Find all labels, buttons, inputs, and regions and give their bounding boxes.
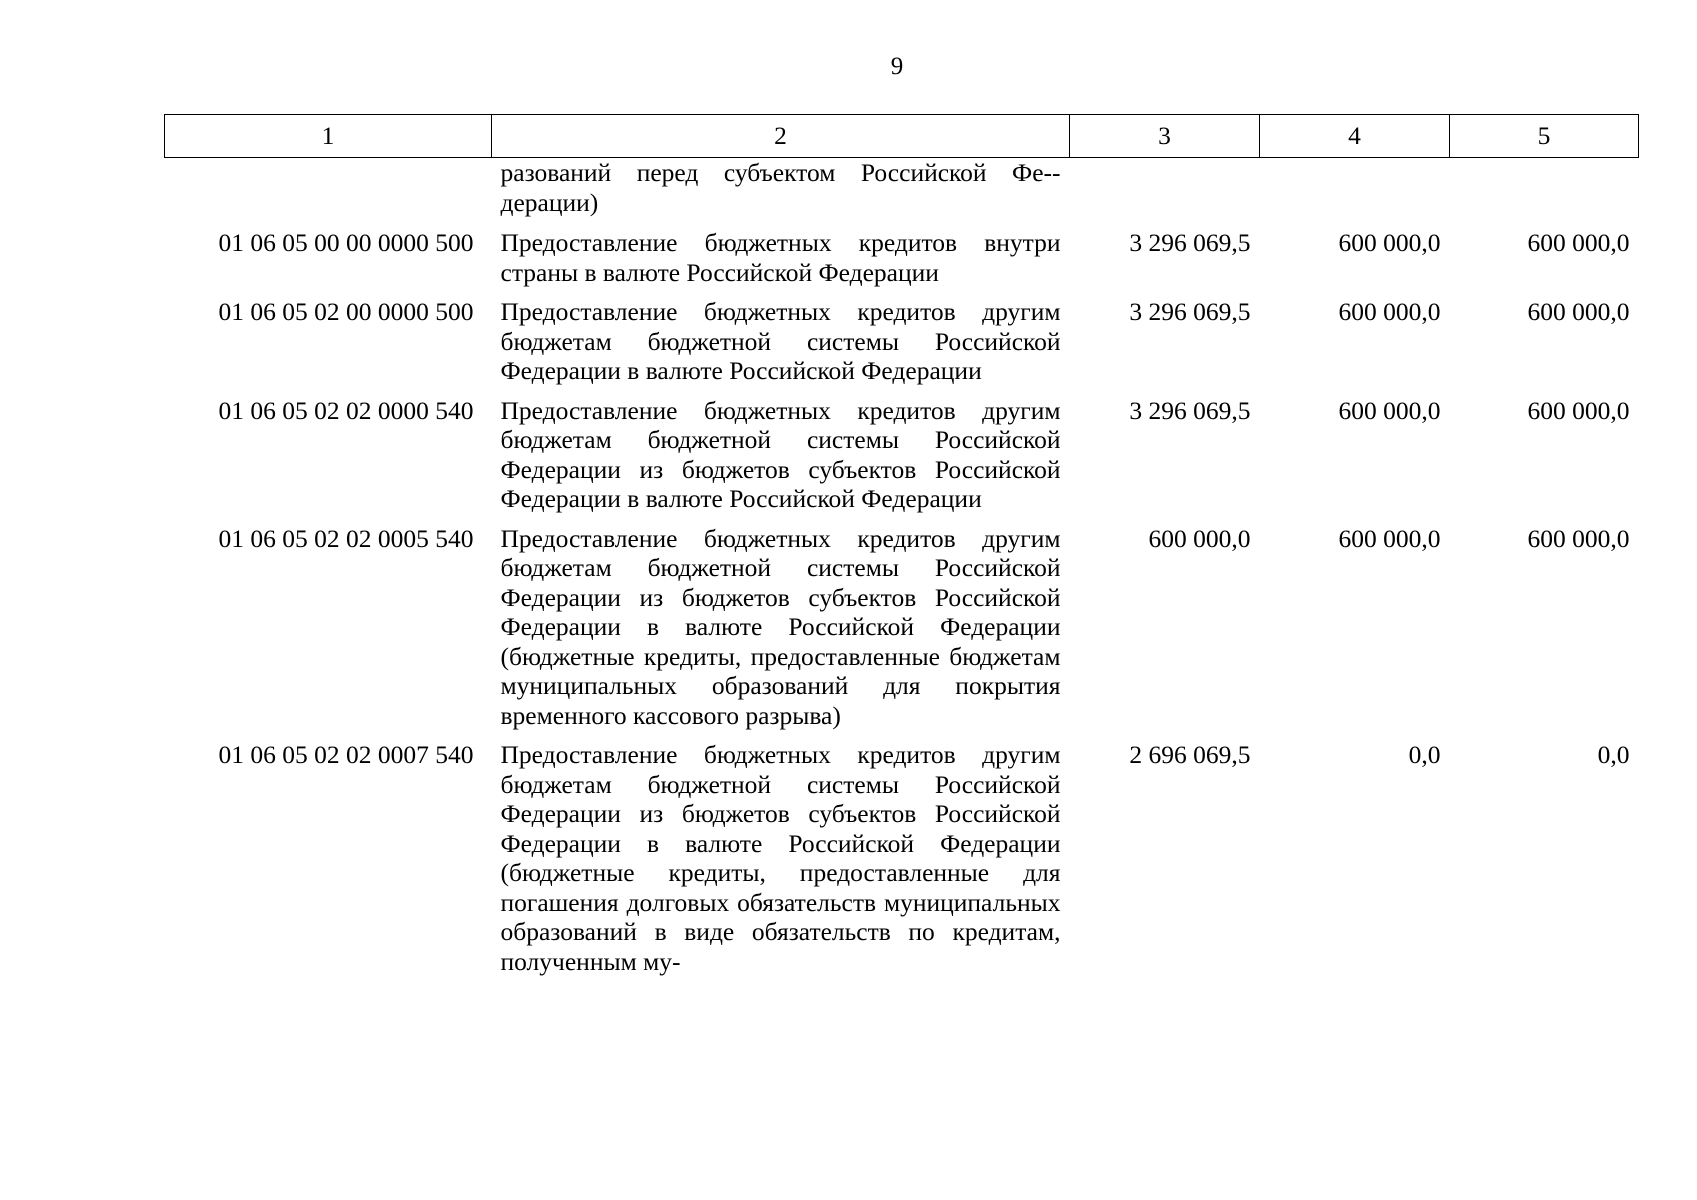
row-value-col5: 0,0 <box>1597 740 1630 769</box>
table-row <box>165 297 1639 396</box>
header-col-4: 4 <box>1260 115 1450 158</box>
row-value-col3: 3 296 069,5 <box>1129 228 1251 257</box>
table-header <box>165 115 1639 158</box>
row-value-col5: 600 000,0 <box>1527 297 1630 326</box>
header-col-5: 5 <box>1450 115 1639 158</box>
row-description: Предоставление бюджетных кредитов другим бюджетам бюджетной системы Российской Федерации из бюджетов субъектов Российской Федерации в валюте Российской Федерации (бюджетные кредиты, предоставленные бюджетам муниципальных образований для покрытия временного кассового разрыва) <box>500 523 1061 730</box>
table-body <box>165 158 1639 987</box>
row-description: Предоставление бюджетных кредитов другим бюджетам бюджетной системы Российской Федерации в валюте Российской Федерации <box>500 297 1061 385</box>
row-code: 01 06 05 00 00 0000 500 <box>218 228 474 257</box>
row-description: Предоставление бюджетных кредитов внутри страны в валюте Российской Федерации <box>500 228 1061 287</box>
row-value-col5: 600 000,0 <box>1527 228 1630 257</box>
table-row <box>165 228 1639 297</box>
row-code: 01 06 05 02 00 0000 500 <box>218 297 474 326</box>
page-number: 9 <box>890 53 904 80</box>
continuation-text: разований перед субъектом Российской Фе-дерации) <box>500 158 1061 217</box>
table-cell-v4 <box>1260 158 1450 229</box>
row-description: Предоставление бюджетных кредитов другим бюджетам бюджетной системы Российской Федерации из бюджетов субъектов Российской Федерации в валюте Российской Федерации <box>500 395 1061 513</box>
table-cell-v3 <box>1070 158 1260 229</box>
row-value-col3: 2 696 069,5 <box>1129 740 1251 769</box>
row-code: 01 06 05 02 02 0005 540 <box>218 523 474 553</box>
header-col-2: 2 <box>492 115 1070 158</box>
row-value-col3: 3 296 069,5 <box>1129 297 1251 326</box>
row-code: 01 06 05 02 02 0007 540 <box>218 740 474 769</box>
table-row <box>165 740 1639 986</box>
row-value-col4: 600 000,0 <box>1338 228 1441 257</box>
table-cell-code <box>165 158 492 229</box>
header-col-3: 3 <box>1070 115 1260 158</box>
budget-sources-table <box>164 114 1639 986</box>
row-value-col4: 600 000,0 <box>1338 395 1441 425</box>
row-value-col4: 600 000,0 <box>1338 523 1441 553</box>
table-row <box>165 524 1639 741</box>
header-col-1: 1 <box>165 115 492 158</box>
row-code: 01 06 05 02 02 0000 540 <box>218 395 474 425</box>
row-value-col4: 0,0 <box>1408 740 1441 769</box>
row-value-col3: 3 296 069,5 <box>1129 395 1251 425</box>
table-row <box>165 396 1639 524</box>
row-value-col5: 600 000,0 <box>1527 523 1630 553</box>
continuation-row <box>165 158 1639 229</box>
row-value-col3: 600 000,0 <box>1148 523 1251 553</box>
row-description: Предоставление бюджетных кредитов другим бюджетам бюджетной системы Российской Федерации из бюджетов субъектов Российской Федерации в валюте Российской Федерации (бюджетные кредиты, предоставленные для погашения долговых обязательств муниципальных образований в виде обязательств по кредитам, полученным му- <box>500 740 1061 976</box>
table-cell-v5 <box>1450 158 1639 229</box>
row-value-col5: 600 000,0 <box>1527 395 1630 425</box>
header-row <box>165 115 1639 158</box>
row-value-col4: 600 000,0 <box>1338 297 1441 326</box>
